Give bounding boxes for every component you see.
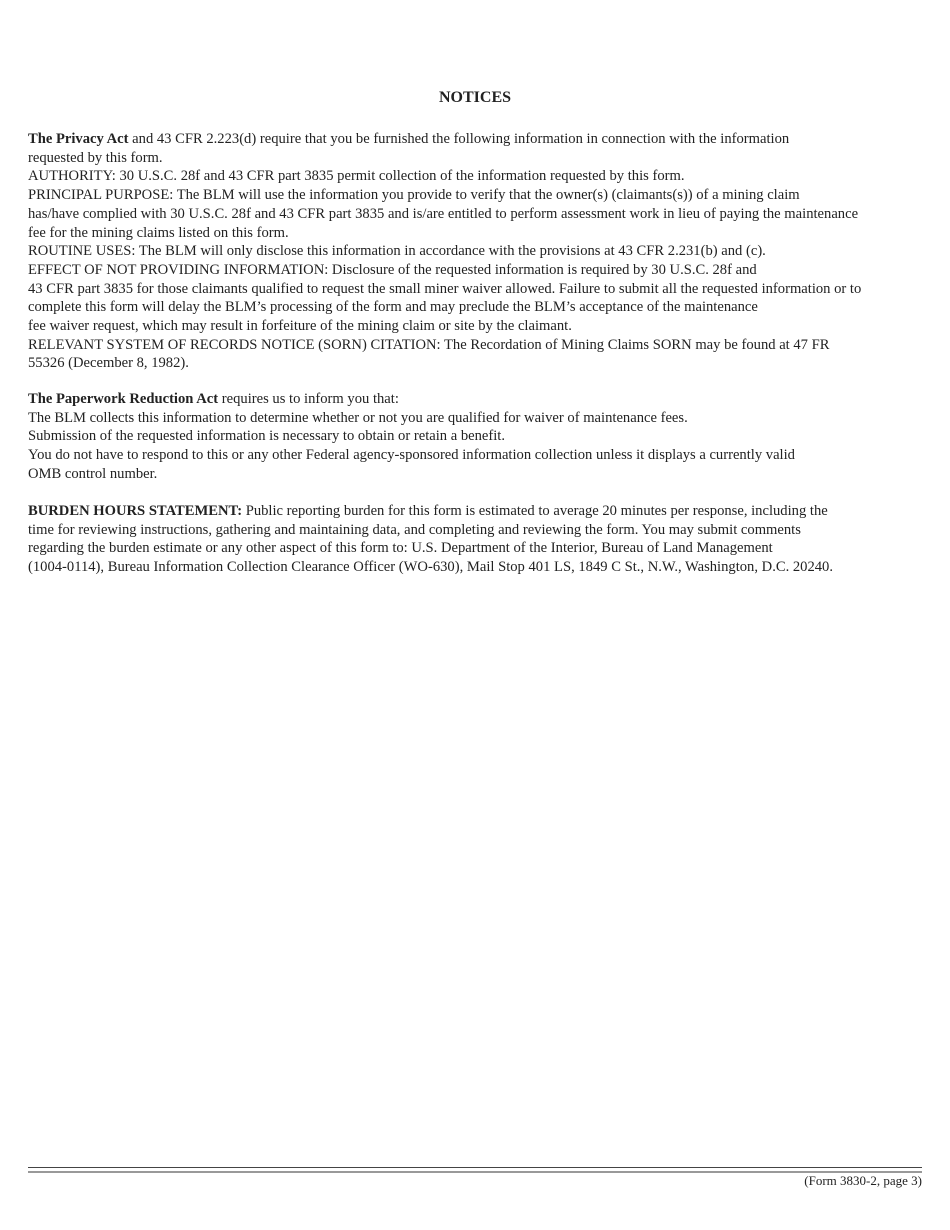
line-text: ROUTINE USES: The BLM will only disclose this information in accordance with the provisions at 43 CFR 2.231(b) and (c). xyxy=(28,243,766,260)
text-line xyxy=(28,465,928,484)
text-line xyxy=(28,390,928,409)
line-text: requires us to inform you that: xyxy=(218,391,399,407)
line-text: You do not have to respond to this or any other Federal agency-sponsored information collection unless it displays a currently valid xyxy=(28,447,795,464)
text-line xyxy=(28,354,928,373)
text-line xyxy=(28,336,928,355)
line-text: 43 CFR part 3835 for those claimants qualified to request the small miner waiver allowed. Failure to submit all the requested information or to xyxy=(28,280,862,297)
text-line xyxy=(28,558,928,577)
line-text: Submission of the requested information is necessary to obtain or retain a benefit. xyxy=(28,428,506,445)
burden-hours-statement xyxy=(28,502,928,577)
text-line xyxy=(28,521,928,540)
text-line xyxy=(28,427,928,446)
text-line xyxy=(28,149,928,168)
line-text: regarding the burden estimate or any other aspect of this form to: U.S. Department of the Interior, Bureau of Land Management xyxy=(28,540,773,557)
line-text: RELEVANT SYSTEM OF RECORDS NOTICE (SORN) CITATION: The Recordation of Mining Claims SORN may be found at 47 FR xyxy=(28,336,830,353)
line-text: fee for the mining claims listed on this form. xyxy=(28,224,289,241)
line-text: PRINCIPAL PURPOSE: The BLM will use the information you provide to verify that the owner(s) (claimants(s)) of a mining claim xyxy=(28,187,800,204)
footer-rule-thick xyxy=(28,1171,922,1173)
line-text: Public reporting burden for this form is estimated to average 20 minutes per response, including the xyxy=(242,503,828,519)
text-line xyxy=(28,298,928,317)
text-line xyxy=(28,205,928,224)
paperwork-reduction-act-notice xyxy=(28,390,928,484)
line-text: The BLM collects this information to determine whether or not you are qualified for waiver of maintenance fees. xyxy=(28,409,688,426)
form-page-footer: (Form 3830-2, page 3) xyxy=(804,1173,922,1188)
line-text: has/have complied with 30 U.S.C. 28f and 43 CFR part 3835 and is/are entitled to perform assessment work in lieu of paying the maintenance xyxy=(28,205,859,222)
text-line xyxy=(28,224,928,243)
privacy-act-notice xyxy=(28,130,928,373)
text-line xyxy=(28,130,928,149)
footer-rule xyxy=(28,1167,922,1168)
line-text: 55326 (December 8, 1982). xyxy=(28,355,189,372)
text-line xyxy=(28,261,928,280)
text-line xyxy=(28,167,928,186)
text-line xyxy=(28,502,928,521)
page-title: NOTICES xyxy=(438,89,512,106)
text-line xyxy=(28,539,928,558)
line-text: OMB control number. xyxy=(28,465,158,482)
text-line xyxy=(28,242,928,261)
line-text: complete this form will delay the BLM’s processing of the form and may preclude the BLM’s acceptance of the maintenance xyxy=(28,299,758,316)
line-text: time for reviewing instructions, gathering and maintaining data, and completing and reviewing the form. You may submit comments xyxy=(28,521,801,538)
text-line xyxy=(28,446,928,465)
text-line xyxy=(28,280,928,299)
line-text: AUTHORITY: 30 U.S.C. 28f and 43 CFR part 3835 permit collection of the information requested by this form. xyxy=(28,168,685,185)
line-text: (1004-0114), Bureau Information Collection Clearance Officer (WO-630), Mail Stop 401 LS, 1849 C St., N.W., Washington, D.C. 20240. xyxy=(28,559,834,576)
text-line xyxy=(28,409,928,428)
line-text: and 43 CFR 2.223(d) require that you be furnished the following information in connection with the information xyxy=(128,131,790,147)
text-line xyxy=(28,317,928,336)
bold-lead: The Privacy Act xyxy=(28,131,129,147)
line-text: requested by this form. xyxy=(28,149,163,166)
text-line xyxy=(28,186,928,205)
bold-lead: The Paperwork Reduction Act xyxy=(28,391,219,407)
bold-lead: BURDEN HOURS STATEMENT: xyxy=(28,503,243,519)
line-text: fee waiver request, which may result in forfeiture of the mining claim or site by the claimant. xyxy=(28,318,572,335)
line-text: EFFECT OF NOT PROVIDING INFORMATION: Disclosure of the requested information is required by 30 U.S.C. 28f and xyxy=(28,261,757,278)
